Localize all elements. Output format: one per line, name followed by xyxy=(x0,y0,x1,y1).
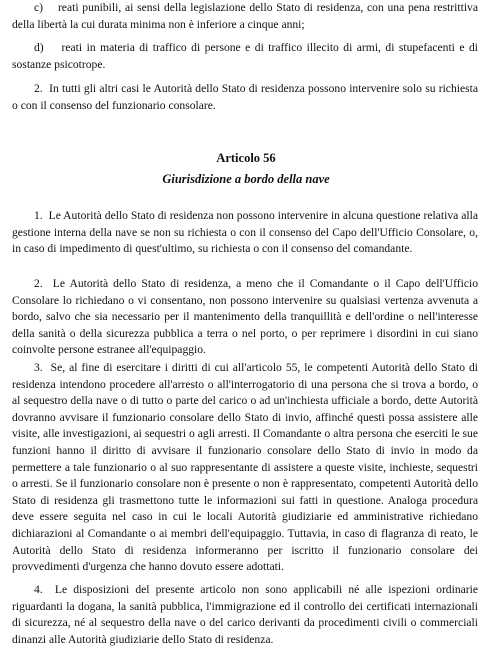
article-title: Articolo 56 xyxy=(216,151,276,165)
article-paragraph-3: 3. Se, al fine di esercitare i diritti di cui all'articolo 55, le competenti Autorità dello Stato di residenza intendono procedere all'arresto o all'interrogatorio di una persona che si trova a bordo, o al sequestro della nave o di tutto o parte del carico o ad un'inchiesta ufficiale a bordo, dette Autorità dovranno avvisare il funzionario consolare dello Stato di invio, affinché questi possa assistere alle visite, alle investigazioni, ai sequestri o agli arresti. Il Comandante o altra persona che eserciti le sue funzioni hanno il diritto di avvisare il funzionario consolare dello Stato di invio in modo da permettere a tale funzionario o al suo rappresentante di assistere a queste visite, inchieste, sequestri o arresti. Se il funzionario consolare non è presente o non è rappresentato, competenti Autorità dello Stato di residenza gli trasmettono tutte le informazioni sui fatti in questione. Analoga procedura deve essere seguita nel caso in cui le locali Autorità giudiziarie ed amministrative richiedano dichiarazioni al Comandante o ai membri dell'equipaggio. Tuttavia, in caso di flagranza di reato, le Autorità dello Stato di residenza informeranno per iscritto il funzionario consolare dei provvedimenti d'urgenza che hanno dovuto essere adottati. xyxy=(12,361,478,574)
paragraph-2-top: 2. In tutti gli altri casi le Autorità dello Stato di residenza possono intervenire solo su richiesta o con il consenso del funzionario consolare. xyxy=(12,82,478,112)
article-subtitle: Giurisdizione a bordo della nave xyxy=(162,172,330,186)
list-item-c: c) reati punibili, ai sensi della legislazione dello Stato di residenza, con una pena restrittiva della libertà la cui durata minima non è inferiore a cinque anni; xyxy=(12,1,478,31)
list-item-d: d) reati in materia di traffico di persone e di traffico illecito di armi, di stupefacenti e di sostanze psicotrope. xyxy=(12,41,478,71)
article-paragraph-4: 4. Le disposizioni del presente articolo non sono applicabili né alle ispezioni ordinarie riguardanti la dogana, la sanità pubblica, l'immigrazione ed il controllo dei certificati internazionali di sicurezza, né al sequestro della nave o del carico derivanti da procedimenti civili o commerciali dinanzi alle Autorità giudiziarie dello Stato di residenza. xyxy=(12,583,478,646)
article-paragraph-1: 1. Le Autorità dello Stato di residenza non possono intervenire in alcuna questione relativa alla gestione interna della nave se non su richiesta o con il consenso del Capo dell'Ufficio Consolare, o, in caso di impedimento di quest'ultimo, su richiesta o con il consenso del comandante. xyxy=(12,209,478,256)
article-paragraph-2: 2. Le Autorità dello Stato di residenza, a meno che il Comandante o il Capo dell'Ufficio Consolare lo richiedano o vi consentano, non possono intervenire su qualsiasi vertenza avvenuta a bordo, salvo che sia necessario per il mantenimento della tranquillità e dell'ordine o nell'interesse della sanità o della sicurezza pubblica a terra o nel porto, o per reprimere i disordini in cui siano coinvolte persone estranee all'equipaggio. xyxy=(12,277,478,357)
